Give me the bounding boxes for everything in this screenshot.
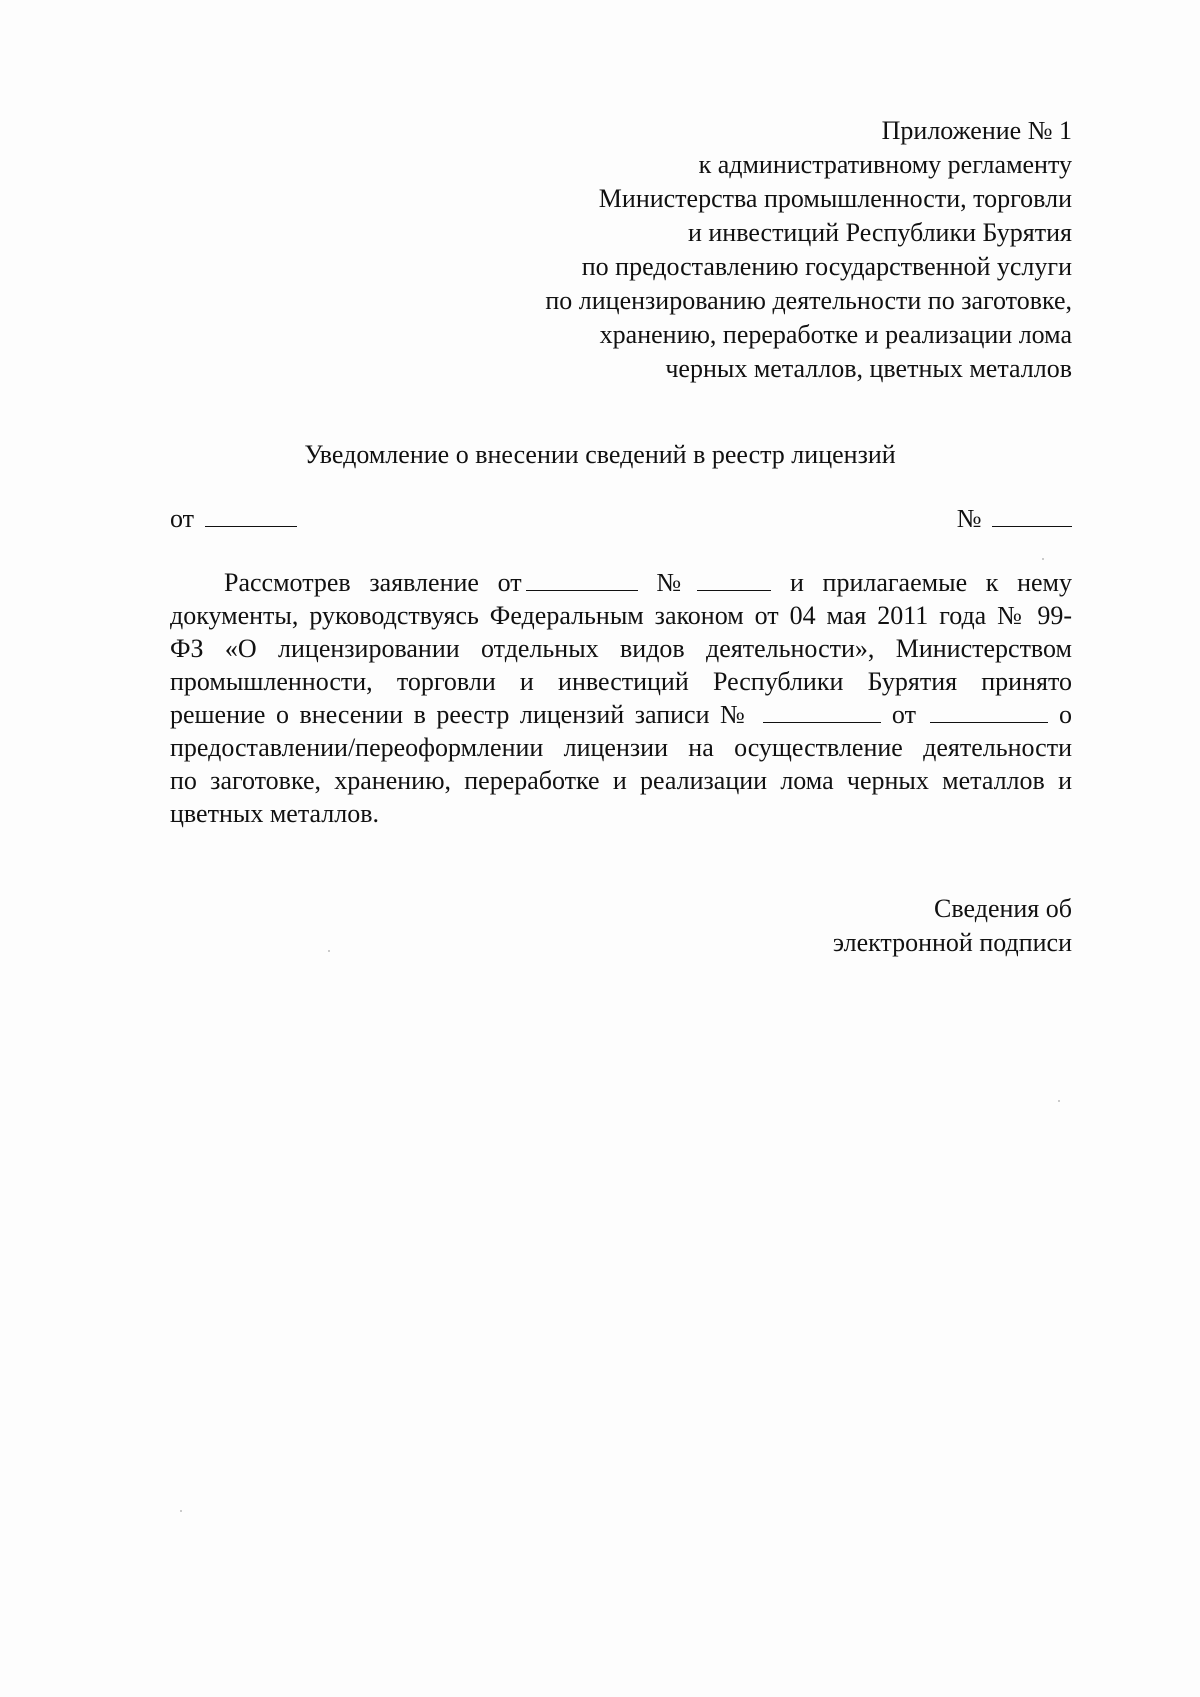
application-number-blank (697, 566, 771, 591)
annex-line: Приложение № 1 (881, 116, 1072, 145)
date-field (170, 502, 297, 536)
application-date-blank (526, 566, 638, 591)
number-field (957, 502, 1072, 536)
body-line-4: промышленности, торговли и инвестиций Республики Бурятия принято (170, 667, 1072, 696)
body-line-1 (170, 566, 1072, 599)
body-text-fragment: о (1059, 700, 1073, 729)
number-label: № (956, 504, 982, 533)
annex-header (545, 114, 1072, 386)
annex-line: к административному регламенту (698, 150, 1072, 179)
annex-line: хранению, переработке и реализации лома (599, 320, 1072, 349)
annex-line: черных металлов, цветных металлов (665, 354, 1072, 383)
body-line-3: ФЗ «О лицензировании отдельных видов деятельности», Министерством (170, 634, 1072, 663)
number-blank-line (992, 502, 1072, 527)
registry-date-label: от (891, 700, 916, 729)
scan-speck (180, 1510, 182, 1512)
annex-line: и инвестиций Республики Бурятия (687, 218, 1072, 247)
body-line-6: предоставлении/переоформлении лицензии на осуществление деятельности (170, 733, 1072, 762)
signature-line: Сведения об (934, 894, 1072, 923)
body-line-8: цветных металлов. (170, 799, 379, 828)
annex-line: по предоставлению государственной услуги (581, 252, 1072, 281)
date-label: от (170, 504, 195, 533)
body-line-2: документы, руководствуясь Федеральным законом от 04 мая 2011 года № 99- (170, 601, 1072, 630)
scan-speck (1042, 558, 1044, 560)
date-number-row (170, 502, 1072, 536)
date-blank-line (205, 502, 297, 527)
application-date-label: Рассмотрев заявление от (224, 568, 522, 597)
document-title: Уведомление о внесении сведений в реестр лицензий (304, 440, 896, 469)
registry-record-label: решение о внесении в реестр лицензий записи № (170, 700, 749, 729)
registry-record-blank (763, 698, 881, 723)
annex-line: по лицензированию деятельности по заготовке, (545, 286, 1072, 315)
notice-body (170, 566, 1072, 830)
application-number-label: № (656, 568, 694, 597)
scan-speck (1058, 1100, 1060, 1102)
annex-line: Министерства промышленности, торговли (598, 184, 1072, 213)
registry-date-blank (930, 698, 1048, 723)
body-line-7: по заготовке, хранению, переработке и реализации лома черных металлов и (170, 766, 1072, 795)
body-text-fragment: и прилагаемые к нему (789, 568, 1072, 597)
signature-line: электронной подписи (832, 928, 1072, 957)
body-line-5 (170, 698, 1072, 731)
electronic-signature-block (833, 892, 1072, 960)
scan-speck (328, 950, 330, 952)
